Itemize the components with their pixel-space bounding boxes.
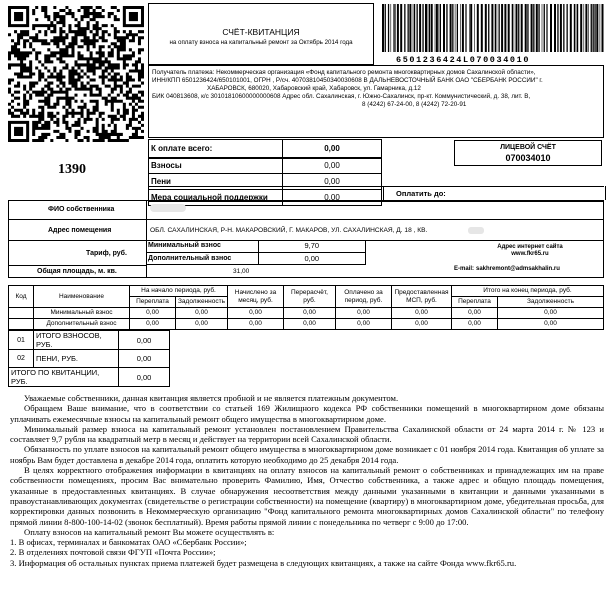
col-code: Код bbox=[9, 286, 34, 308]
to-pay-value: 0,00 bbox=[283, 140, 382, 158]
notice-list-item: 3. Информация об остальных пунктах приема платежей будет размещена в следующих квитанциях, а также на сайте Фонда www.fkr65.ru. bbox=[10, 557, 517, 568]
total-name: ИТОГО ВЗНОСОВ, РУБ. bbox=[34, 331, 119, 350]
col-name: Наименование bbox=[34, 286, 130, 308]
cell: 0,00 bbox=[227, 319, 283, 330]
barcode-number: 6501236424L070034010 bbox=[396, 55, 531, 65]
contributions-value: 0,00 bbox=[283, 158, 382, 174]
cell: 0,00 bbox=[283, 308, 335, 319]
cell: 0,00 bbox=[283, 319, 335, 330]
row-code bbox=[9, 308, 34, 319]
table-row bbox=[9, 319, 604, 330]
qr-modules bbox=[8, 6, 144, 142]
total-value: 0,00 bbox=[119, 331, 170, 350]
col-accrued: Начислено за месяц, руб. bbox=[227, 286, 283, 308]
to-pay-label: К оплате всего: bbox=[149, 140, 283, 158]
extra-fee-value: 0,00 bbox=[258, 252, 366, 264]
owner-name-label: ФИО собственника bbox=[48, 206, 115, 213]
cell: 0,00 bbox=[335, 319, 391, 330]
site-label: Адрес интернет сайта bbox=[497, 244, 563, 250]
col-overpay: Переплата bbox=[130, 297, 176, 308]
account-box bbox=[454, 140, 602, 166]
account-value: 070034010 bbox=[505, 153, 551, 163]
cell: 0,00 bbox=[391, 308, 451, 319]
barcode-bars bbox=[382, 4, 604, 52]
divider bbox=[8, 265, 146, 266]
cell: 0,00 bbox=[227, 308, 283, 319]
col-debt-end: Задолженность bbox=[497, 297, 603, 308]
cell: 0,00 bbox=[391, 319, 451, 330]
payee-line: БИК 040813608, к/с 30101810600000000608 Адрес обл. Сахалинская, г. Южно-Сахалинск, пр-кт. Коммунистический, д. 38, лит. В, bbox=[152, 93, 531, 100]
cell: 0,00 bbox=[497, 308, 603, 319]
row-code bbox=[9, 319, 34, 330]
social-label: Мера социальной поддержки bbox=[149, 190, 283, 206]
total-row bbox=[9, 368, 170, 387]
pay-until-label: Оплатить до: bbox=[396, 189, 446, 198]
qr-code bbox=[8, 6, 144, 142]
cell: 0,00 bbox=[497, 319, 603, 330]
barcode bbox=[380, 4, 604, 56]
subtitle: на оплату взноса на капитальный ремонт за Октябрь 2014 года bbox=[169, 39, 353, 46]
total-name: ИТОГО ПО КВИТАНЦИИ, РУБ. bbox=[9, 368, 119, 387]
cell: 0,00 bbox=[451, 319, 497, 330]
charges-table bbox=[8, 285, 604, 330]
total-row bbox=[9, 331, 170, 350]
notice-paragraph: Оплату взносов на капитальный ремонт Вы можете осуществлять в: bbox=[24, 526, 275, 537]
total-value: 0,00 bbox=[119, 368, 170, 387]
total-code: 01 bbox=[9, 331, 34, 350]
email-label: E-mail: bbox=[454, 266, 475, 272]
total-name: ПЕНИ, РУБ. bbox=[34, 350, 119, 368]
notice-paragraph: Уважаемые собственники, данная квитанция является пробной и не является платежным документом. bbox=[24, 393, 399, 403]
cell: 0,00 bbox=[335, 308, 391, 319]
tariff-label: Тариф, руб. bbox=[86, 250, 127, 257]
min-fee-label: Минимальный взнос bbox=[146, 240, 258, 252]
notice bbox=[10, 393, 604, 568]
cell: 0,00 bbox=[130, 308, 176, 319]
qr-code-image bbox=[8, 6, 144, 142]
notice-list-item: 1. В офисах, терминалах и банкоматах ОАО «Сбербанк России»; bbox=[10, 537, 247, 548]
extra-fee-label: Дополнительный взнос bbox=[146, 252, 258, 264]
area-value: 31,00 bbox=[233, 268, 250, 275]
payee-info bbox=[152, 69, 602, 109]
min-fee-value: 9,70 bbox=[258, 240, 366, 252]
col-start: На начало периода, руб. bbox=[130, 286, 228, 297]
contributions-label: Взносы bbox=[149, 158, 283, 174]
owner-name-blurred bbox=[150, 204, 186, 212]
penalty-value: 0,00 bbox=[283, 174, 382, 190]
notice-paragraph: В целях корректного отображения информации в квитанциях на оплату взносов на капитальный ремонт о собственниках и принадлежащих им на праве собственности помещениях, просим Вас внимательно проверить Фамилию, Имя, Отчество собственника, а также адрес и общую площадь помещения, указанные в предоставленных квитанциях. В случае обнаружения несоответствия между данными указанными в квитанции и данными указанными в правоустанавливающих документах (свидетельстве о регистрации собственности) на помещение (квартиру) в многоквартирном доме, убедительная просьба, для корректировки данных позвонить в Некоммерческую организацию "Фонд капитального ремонта многоквартирных домов Сахалинской области" по телефону прямой линии 8-800-100-14-02 (звонок бесплатный). Время работы прямой линии с понедельника по четверг с 9:00 до 17:00. bbox=[10, 465, 604, 527]
total-value: 0,00 bbox=[119, 350, 170, 368]
title: СЧЁТ-КВИТАНЦИЯ bbox=[222, 27, 300, 37]
totals-table bbox=[8, 330, 170, 387]
cell: 0,00 bbox=[451, 308, 497, 319]
site-link[interactable]: www.fkr65.ru bbox=[511, 251, 549, 257]
cell: 0,00 bbox=[130, 319, 176, 330]
col-msp: Предоставленная МСП, руб. bbox=[391, 286, 451, 308]
col-end: Итого на конец периода, руб. bbox=[451, 286, 603, 297]
address-flat-blurred bbox=[468, 227, 484, 234]
row-name: Минимальный взнос bbox=[34, 308, 130, 319]
address-label: Адрес помещения bbox=[48, 227, 112, 234]
total-code: 02 bbox=[9, 350, 34, 368]
address-value: ОБЛ. САХАЛИНСКАЯ, Р-Н. МАКАРОВСКИЙ, Г. МАКАРОВ, УЛ. САХАЛИНСКАЯ, Д. 18 , КВ. bbox=[150, 227, 428, 234]
payee-line: 8 (4242) 67-24-00, 8 (4242) 72-20-91 bbox=[362, 101, 467, 108]
col-paid: Оплачено за период, руб. bbox=[335, 286, 391, 308]
divider-vertical bbox=[146, 200, 147, 278]
payee-line: ХАБАРОВСК, 680020, Хабаровский край, Хабаровск, ул. Гамарника, д.12 bbox=[207, 85, 421, 92]
total-row bbox=[9, 350, 170, 368]
fee-table bbox=[146, 240, 366, 265]
title-box bbox=[148, 3, 374, 65]
table-row bbox=[9, 308, 604, 319]
notice-list-item: 2. В отделениях почтовой связи ФГУП «Почта России»; bbox=[10, 547, 216, 558]
row-name: Дополнительный взнос bbox=[34, 319, 130, 330]
penalty-label: Пени bbox=[149, 174, 283, 190]
notice-paragraph: Минимальный размер взноса на капитальный ремонт установлен постановлением Правительства Сахалинской области от 24 марта 2014 г. № 123 и составляет 9,7 рубля на квадратный метр в месяц и действует на территории всей Сахалинской области. bbox=[10, 423, 604, 445]
social-value: 0,00 bbox=[283, 190, 382, 206]
barcode-image bbox=[380, 4, 604, 52]
account-label: ЛИЦЕВОЙ СЧЁТ bbox=[500, 144, 556, 151]
payee-line: Получатель платежа: Некоммерческая организация «Фонд капитального ремонта многоквартирных домов Сахалинской области», bbox=[152, 69, 536, 76]
email-link[interactable]: sakhremont@admsakhalin.ru bbox=[476, 266, 560, 272]
col-overpay-end: Переплата bbox=[451, 297, 497, 308]
area-label: Общая площадь, м. кв. bbox=[37, 268, 117, 275]
col-debt: Задолженность bbox=[176, 297, 228, 308]
qr-code-number: 1390 bbox=[58, 162, 86, 177]
cell: 0,00 bbox=[176, 319, 228, 330]
divider bbox=[8, 219, 604, 220]
cell: 0,00 bbox=[176, 308, 228, 319]
notice-paragraph: Обязанность по уплате взносов на капитальный ремонт общего имущества в многоквартирном доме возникает с 01 ноября 2014 года. Квитанция об уплате за ноябрь Вам будет доставлена в декабре 2014 года, оплатить которую необходимо до 25 декабря 2014 года. bbox=[10, 444, 604, 465]
notice-paragraph: Обращаем Ваше внимание, что в соответствии со статьей 169 Жилищного кодекса РФ собственники помещений в многоквартирном доме обязаны уплачивать ежемесячные взносы на капитальный ремонт общего имущества в многоквартирном доме. bbox=[10, 403, 604, 424]
col-recalc: Перерасчёт, руб. bbox=[283, 286, 335, 308]
payee-line: ИНН/КПП 6501236424/650101001, ОГРН , Р/сч. 40703810450340030608 В ДАЛЬНЕВОСТОЧНЫЙ БАНК ОАО "СБЕРБАНК РОССИИ" г. bbox=[152, 77, 543, 84]
